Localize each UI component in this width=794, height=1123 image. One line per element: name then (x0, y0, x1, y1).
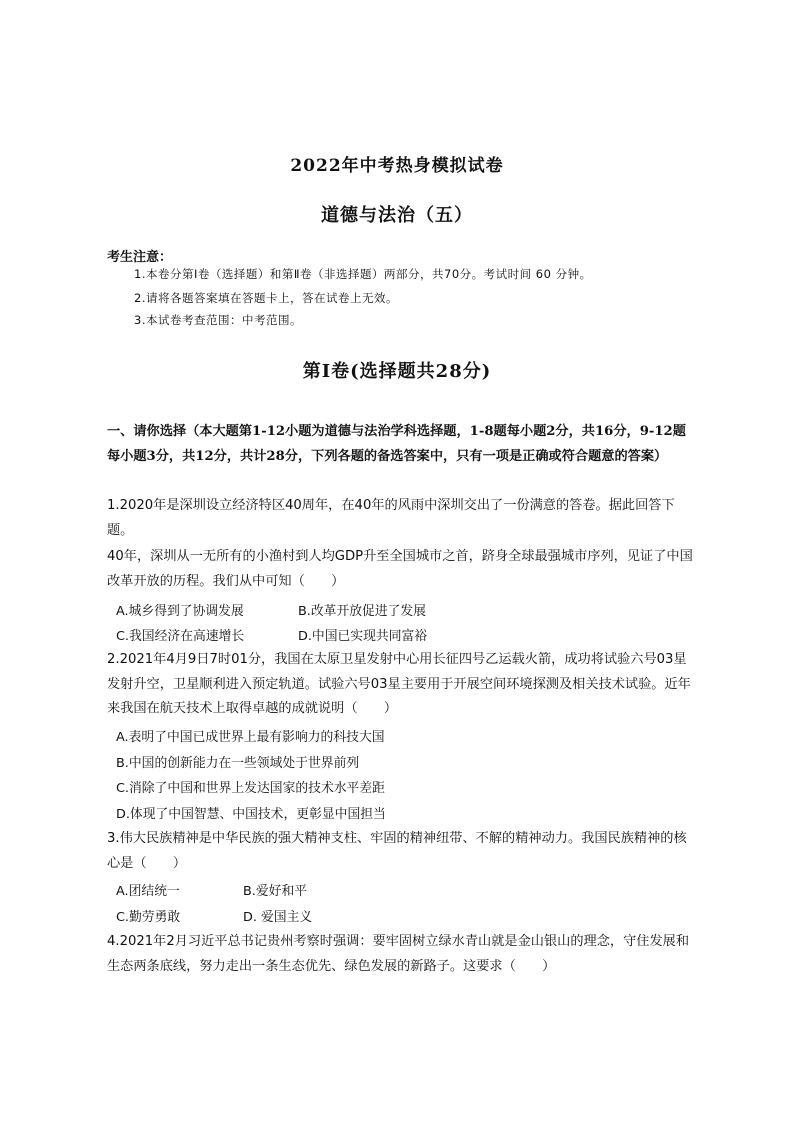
question-1-option-b: B.改革开放促进了发展 (298, 604, 427, 619)
question-1-option-d: D.中国已实现共同富裕 (298, 629, 428, 644)
question-2-option-c: C.消除了中国和世界上发达国家的技术水平差距 (116, 781, 385, 796)
notice-item: 1.本卷分第Ⅰ卷（选择题）和第Ⅱ卷（非选择题）两部分，共70分。考试时间 60 分钟。 (134, 267, 592, 281)
question-1-option-a: A.城乡得到了协调发展 (116, 604, 244, 619)
question-1-stem-2: 40年，深圳从一无所有的小渔村到人均GDP升至全国城市之首，跻身全球最强城市序列，见证了中国改革开放的历程。我们从中可知（ ） (107, 549, 693, 589)
question-3-option-c: C.勤劳勇敢 (116, 910, 181, 925)
question-1-stem: 1.2020年是深圳设立经济特区40周年，在40年的风雨中深圳交出了一份满意的答卷。据此回答下题。 (107, 498, 675, 538)
question-2-stem: 2.2021年4月9日7时01分，我国在太原卫星发射中心用长征四号乙运载火箭，成功将试验六号03星发射升空，卫星顺利进入预定轨道。试验六号03星主要用于开展空间环境探测及相关技术试验。近年来我国在航天技术上取得卓越的成就说明（ ） (107, 652, 691, 716)
question-3-option-d: D. 爱国主义 (243, 910, 313, 925)
notice-heading: 考生注意： (107, 250, 173, 265)
notice-item: 2.请将各题答案填在答题卡上，答在试卷上无效。 (134, 291, 398, 305)
part-title: 第Ⅰ卷(选择题共28分) (302, 361, 492, 382)
question-4-stem: 4.2021年2月习近平总书记贵州考察时强调：要牢固树立绿水青山就是金山银山的理念，守住发展和生态两条底线，努力走出一条生态优先、绿色发展的新路子。这要求（ ） (107, 934, 690, 974)
question-1-option-c: C.我国经济在高速增长 (116, 629, 245, 644)
question-2-option-a: A.表明了中国已成世界上最有影响力的科技大国 (116, 730, 385, 745)
question-3-option-b: B.爱好和平 (243, 884, 308, 899)
exam-subtitle: 道德与法治（五） (321, 205, 473, 226)
question-3-option-a: A.团结统一 (116, 884, 180, 899)
notice-item: 3.本试卷考查范围：中考范围。 (134, 313, 302, 327)
question-2-option-d: D.体现了中国智慧、中国技术，更彰显中国担当 (116, 807, 386, 822)
exam-title: 2022年中考热身模拟试卷 (290, 156, 504, 176)
question-2-option-b: B.中国的创新能力在一些领域处于世界前列 (116, 756, 360, 771)
question-3-stem: 3.伟大民族精神是中华民族的强大精神支柱、牢固的精神纽带、不解的精神动力。我国民族精神的核心是（ ） (107, 831, 687, 871)
section-heading: 一、请你选择（本大题第1-12小题为道德与法治学科选择题，1-8题每小题2分，共16分，9-12题每小题3分，共12分，共计28分，下列各题的备选答案中，只有一项是正确或符合题意的答案） (107, 424, 686, 464)
